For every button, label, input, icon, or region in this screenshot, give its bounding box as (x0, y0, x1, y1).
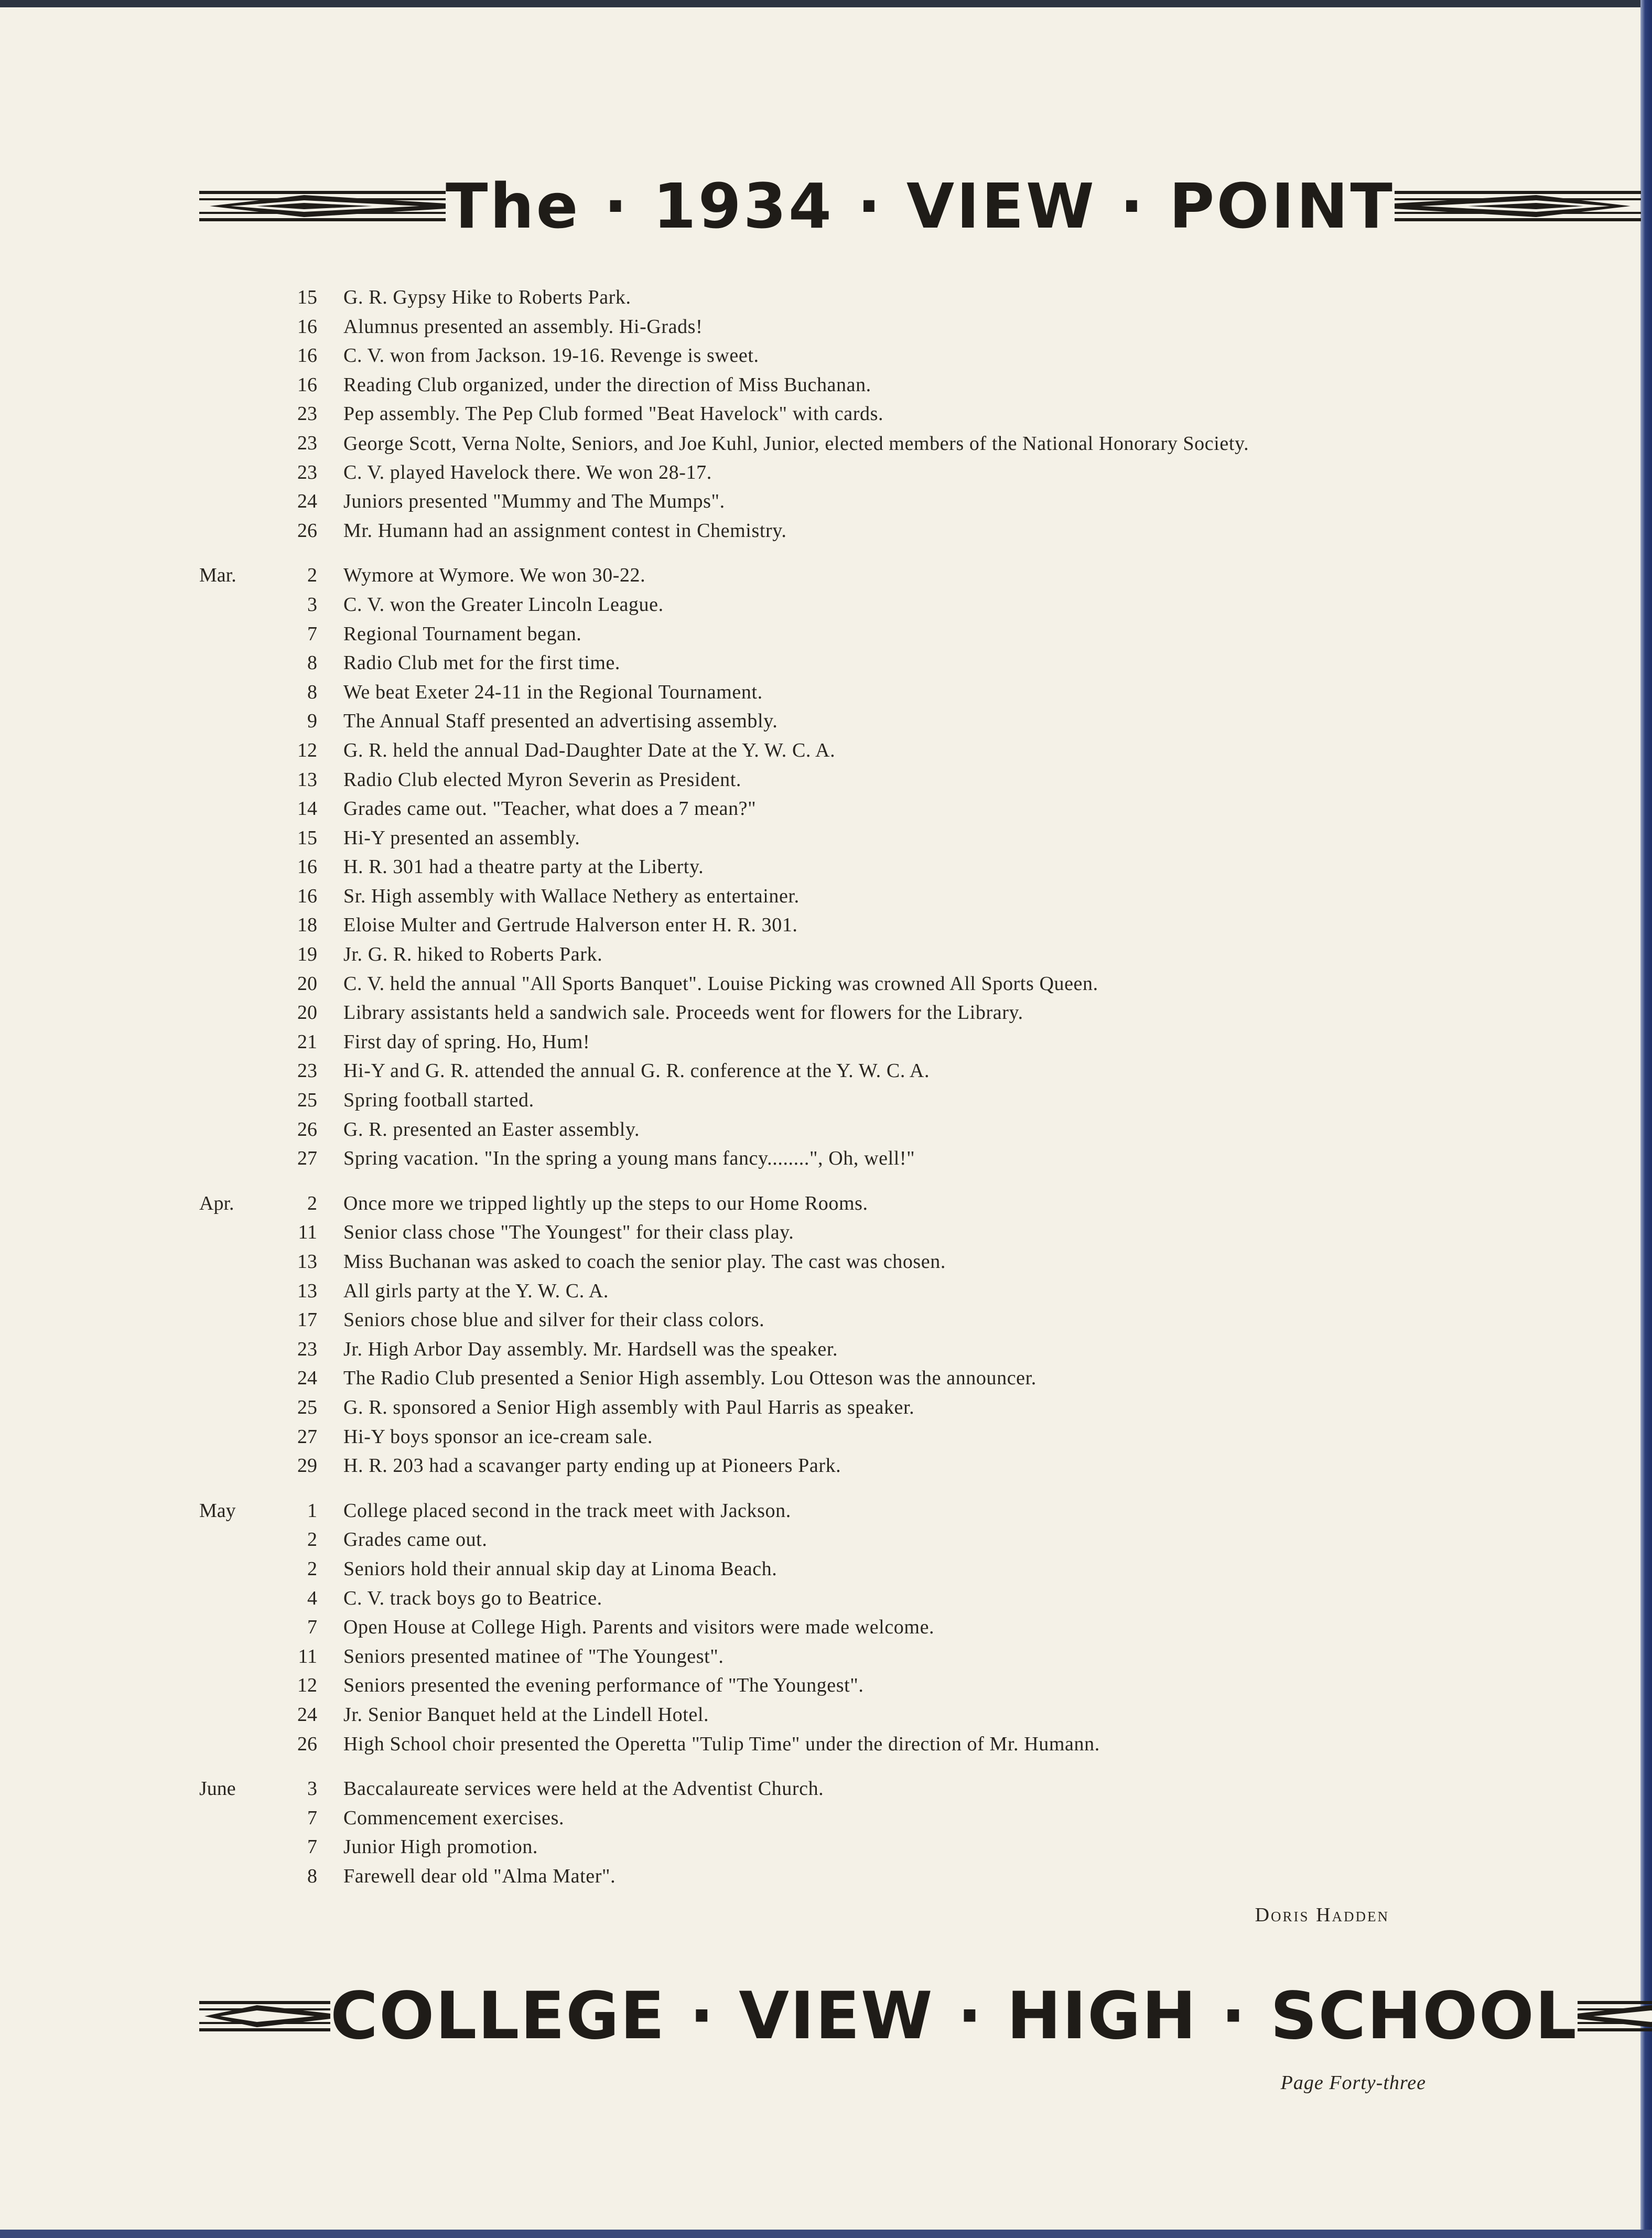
calendar-entry (199, 736, 1478, 766)
entry-day: 23 (297, 461, 317, 483)
month-label (199, 458, 252, 488)
entry-day: 2 (307, 1529, 317, 1551)
entry-day: 12 (297, 1674, 317, 1697)
entry-day: 16 (297, 373, 317, 396)
calendar-entry (199, 1671, 1478, 1701)
entry-text: G. R. sponsored a Senior High assembly with Paul Harris as speaker. (343, 1396, 915, 1418)
entry-day: 20 (297, 1002, 317, 1024)
entry-day: 14 (297, 798, 317, 820)
month-label (199, 1671, 252, 1701)
calendar-entry (199, 678, 1478, 707)
entry-text: Sr. High assembly with Wallace Nethery as entertainer. (343, 885, 800, 907)
entry-day: 8 (307, 652, 317, 674)
entry-day: 3 (307, 593, 317, 616)
calendar-entry (199, 911, 1478, 940)
entry-text: Grades came out. (343, 1529, 488, 1551)
month-label (199, 1701, 252, 1730)
calendar-entry (199, 1028, 1478, 1057)
entry-day: 23 (297, 1060, 317, 1082)
month-label (199, 1613, 252, 1642)
entry-text: Library assistants held a sandwich sale. Proceeds went for flowers for the Library. (343, 1002, 1023, 1024)
calendar-entry (199, 882, 1478, 911)
month-label (199, 1584, 252, 1613)
entry-day: 4 (307, 1587, 317, 1609)
calendar-entry (199, 1364, 1478, 1393)
month-block (199, 1497, 1478, 1759)
entry-text: High School choir presented the Operetta "Tulip Time" under the direction of Mr. Humann. (343, 1733, 1100, 1755)
entry-text: College placed second in the track meet with Jackson. (343, 1499, 791, 1522)
entry-day: 7 (307, 1806, 317, 1829)
month-label: May (199, 1499, 236, 1522)
entry-day: 23 (297, 403, 317, 425)
calendar-entry (199, 970, 1478, 999)
entry-day: 13 (297, 1279, 317, 1302)
entry-day: 11 (298, 1645, 317, 1667)
entry-text: C. V. won the Greater Lincoln League. (343, 593, 664, 616)
calendar-entry (199, 458, 1478, 488)
entry-day: 17 (297, 1309, 317, 1331)
entry-text: Open House at College High. Parents and visitors were made welcome. (343, 1616, 935, 1639)
calendar-entry (199, 1144, 1478, 1174)
entry-text: All girls party at the Y. W. C. A. (343, 1279, 609, 1302)
calendar-entry (199, 1115, 1478, 1145)
calendar-entry (199, 561, 1478, 590)
entry-text: C. V. won from Jackson. 19-16. Revenge is sweet. (343, 345, 759, 367)
calendar-entry (199, 794, 1478, 824)
calendar-entry (199, 1613, 1478, 1642)
page-number: Page Forty-three (1280, 2072, 1426, 2094)
entry-text: Mr. Humann had an assignment contest in Chemistry. (343, 519, 787, 542)
entry-text: G. R. presented an Easter assembly. (343, 1118, 640, 1140)
calendar-entry (199, 1584, 1478, 1613)
calendar-entry (199, 1057, 1478, 1086)
calendar-entry (199, 940, 1478, 970)
month-label (199, 1862, 252, 1891)
calendar-entry (199, 1189, 1478, 1219)
month-label: Apr. (199, 1192, 234, 1214)
calendar-entry (199, 1218, 1478, 1247)
entry-day: 27 (297, 1425, 317, 1448)
calendar-entry (199, 1701, 1478, 1730)
calendar-entry (199, 1393, 1478, 1423)
entry-text: The Radio Club presented a Senior High assembly. Lou Otteson was the announcer. (343, 1367, 1036, 1390)
calendar-entry (199, 766, 1478, 795)
month-label (199, 1218, 252, 1247)
page-top-edge (0, 0, 1652, 7)
entry-day: 15 (297, 826, 317, 849)
month-label (199, 766, 252, 795)
entry-text: G. R. Gypsy Hike to Roberts Park. (343, 286, 631, 308)
month-label (199, 400, 252, 429)
entry-day: 11 (298, 1221, 317, 1244)
entry-day: 2 (307, 1192, 317, 1214)
entry-day: 19 (297, 943, 317, 966)
month-label (199, 1555, 252, 1584)
entry-day: 24 (297, 1703, 317, 1726)
calendar-entry (199, 1525, 1478, 1555)
entry-day: 21 (297, 1030, 317, 1053)
month-label (199, 1364, 252, 1393)
entry-day: 13 (297, 768, 317, 791)
entry-day: 20 (297, 972, 317, 995)
calendar-entry (199, 590, 1478, 620)
month-label (199, 1423, 252, 1452)
entry-day: 3 (307, 1778, 317, 1800)
calendar-entry (199, 1451, 1478, 1481)
calendar-entry (199, 487, 1478, 517)
month-label (199, 911, 252, 940)
entry-text: Junior High promotion. (343, 1836, 538, 1858)
entry-text: Hi-Y boys sponsor an ice-cream sale. (343, 1425, 653, 1448)
calendar-entry (199, 649, 1478, 678)
calendar-entry (199, 341, 1478, 371)
entry-day: 15 (297, 286, 317, 308)
calendar-entry (199, 1804, 1478, 1833)
calendar-entry (199, 1086, 1478, 1115)
month-label (199, 1144, 252, 1174)
entry-day: 16 (297, 856, 317, 878)
calendar-entry (199, 1555, 1478, 1584)
entry-day: 12 (297, 739, 317, 761)
entry-day: 26 (297, 1733, 317, 1755)
entry-day: 13 (297, 1251, 317, 1273)
decorative-stripes-right-icon (1578, 1998, 1652, 2035)
entry-day: 29 (297, 1455, 317, 1477)
calendar-entry (199, 313, 1478, 342)
calendar-entry (199, 824, 1478, 853)
entry-day: 8 (307, 681, 317, 703)
calendar-entry (199, 1306, 1478, 1335)
entry-text: The Annual Staff presented an advertising assembly. (343, 710, 778, 733)
yearbook-title: The · 1934 · VIEW · POINT (446, 170, 1395, 242)
entry-day: 24 (297, 490, 317, 513)
month-label (199, 1525, 252, 1555)
calendar-entry (199, 620, 1478, 649)
entry-day: 23 (297, 1338, 317, 1360)
calendar-entry (199, 1497, 1478, 1526)
month-label (199, 590, 252, 620)
month-block (199, 1774, 1478, 1891)
month-label: Mar. (199, 564, 236, 587)
entry-text: Spring vacation. "In the spring a young mans fancy........", Oh, well!" (343, 1147, 915, 1170)
entry-day: 2 (307, 1557, 317, 1580)
entry-text: Radio Club elected Myron Severin as President. (343, 768, 741, 791)
month-label (199, 341, 252, 371)
entry-text: H. R. 301 had a theatre party at the Liberty. (343, 856, 704, 878)
month-label (199, 736, 252, 766)
month-label (199, 1115, 252, 1145)
entry-text: Once more we tripped lightly up the steps to our Home Rooms. (343, 1192, 868, 1214)
page-bottom-edge (0, 2230, 1652, 2238)
calendar-entry (199, 1730, 1478, 1759)
entry-text: Wymore at Wymore. We won 30-22. (343, 564, 646, 587)
calendar-entry (199, 1833, 1478, 1862)
entry-text: Pep assembly. The Pep Club formed "Beat Havelock" with cards. (343, 403, 884, 425)
month-label (199, 1277, 252, 1306)
calendar-entry (199, 1642, 1478, 1672)
month-label: June (199, 1778, 236, 1800)
entry-text: Baccalaureate services were held at the Adventist Church. (343, 1778, 824, 1800)
entry-text: Alumnus presented an assembly. Hi-Grads! (343, 315, 703, 338)
author-signature: Doris Hadden (1255, 1904, 1389, 1926)
entry-text: Regional Tournament began. (343, 622, 582, 645)
month-label (199, 1028, 252, 1057)
entry-text: H. R. 203 had a scavanger party ending up at Pioneers Park. (343, 1455, 841, 1477)
calendar-entry (199, 1247, 1478, 1277)
entry-day: 9 (307, 710, 317, 733)
entry-day: 18 (297, 914, 317, 937)
month-block (199, 283, 1478, 545)
book-binding-edge (1640, 0, 1652, 2238)
calendar-entry (199, 371, 1478, 400)
month-label (199, 882, 252, 911)
entry-text: Jr. G. R. hiked to Roberts Park. (343, 943, 603, 966)
month-label (199, 1057, 252, 1086)
entry-day: 1 (307, 1499, 317, 1522)
month-label (199, 487, 252, 517)
entry-text: Seniors chose blue and silver for their class colors. (343, 1309, 765, 1331)
calendar-entry (199, 998, 1478, 1028)
entry-text: C. V. held the annual "All Sports Banquet". Louise Picking was crowned All Sports Queen. (343, 972, 1098, 995)
entry-text: Juniors presented "Mummy and The Mumps". (343, 490, 725, 513)
month-block (199, 561, 1478, 1173)
entry-text: Miss Buchanan was asked to coach the senior play. The cast was chosen. (343, 1251, 946, 1273)
entry-text: Farewell dear old "Alma Mater". (343, 1865, 616, 1887)
month-label (199, 998, 252, 1028)
month-label (199, 1730, 252, 1759)
entry-text: C. V. track boys go to Beatrice. (343, 1587, 602, 1609)
entry-text: Eloise Multer and Gertrude Halverson enter H. R. 301. (343, 914, 798, 937)
entry-text: Grades came out. "Teacher, what does a 7 mean?" (343, 798, 757, 820)
month-label (199, 620, 252, 649)
entry-text: Commencement exercises. (343, 1806, 565, 1829)
entry-text: We beat Exeter 24-11 in the Regional Tournament. (343, 681, 763, 703)
entry-text: First day of spring. Ho, Hum! (343, 1030, 590, 1053)
entry-day: 26 (297, 1118, 317, 1140)
month-block (199, 1189, 1478, 1481)
entry-text: Jr. Senior Banquet held at the Lindell Hotel. (343, 1703, 709, 1726)
entry-text: Spring football started. (343, 1089, 534, 1112)
month-label (199, 1451, 252, 1481)
entry-text: C. V. played Havelock there. We won 28-17. (343, 461, 712, 483)
calendar-list (199, 283, 1478, 1907)
calendar-entry (199, 1335, 1478, 1364)
calendar-entry (199, 400, 1478, 429)
entry-text: Senior class chose "The Youngest" for their class play. (343, 1221, 794, 1244)
entry-text: Hi-Y presented an assembly. (343, 826, 580, 849)
month-label (199, 517, 252, 546)
entry-day: 27 (297, 1147, 317, 1170)
month-label (199, 940, 252, 970)
calendar-entry (199, 853, 1478, 882)
entry-day: 16 (297, 885, 317, 907)
month-label (199, 649, 252, 678)
entry-day: 25 (297, 1396, 317, 1418)
entry-day: 16 (297, 315, 317, 338)
entry-text: Seniors presented the evening performance of "The Youngest". (343, 1674, 864, 1697)
month-label (199, 313, 252, 342)
month-label (199, 1642, 252, 1672)
calendar-entry (199, 1423, 1478, 1452)
decorative-stripes-left-icon (199, 188, 446, 224)
calendar-entry (199, 1774, 1478, 1804)
calendar-entry (199, 283, 1478, 313)
month-label (199, 970, 252, 999)
calendar-entry (199, 429, 1478, 458)
month-label (199, 1804, 252, 1833)
entry-day: 26 (297, 519, 317, 542)
month-label (199, 1393, 252, 1423)
entry-text: Seniors presented matinee of "The Youngest". (343, 1645, 724, 1667)
month-label (199, 371, 252, 400)
entry-text: Hi-Y and G. R. attended the annual G. R. conference at the Y. W. C. A. (343, 1060, 930, 1082)
entry-day: 23 (297, 432, 317, 454)
entry-day: 7 (307, 1836, 317, 1858)
entry-day: 16 (297, 345, 317, 367)
calendar-entry (199, 517, 1478, 546)
entry-day: 8 (307, 1865, 317, 1887)
entry-text: Reading Club organized, under the direction of Miss Buchanan. (343, 373, 871, 396)
entry-text: Jr. High Arbor Day assembly. Mr. Hardsell was the speaker. (343, 1338, 838, 1360)
entry-day: 7 (307, 622, 317, 645)
month-label (199, 678, 252, 707)
month-label (199, 1247, 252, 1277)
entry-day: 7 (307, 1616, 317, 1639)
month-label (199, 824, 252, 853)
entry-text: Radio Club met for the first time. (343, 652, 621, 674)
decorative-stripes-left-icon (199, 1998, 330, 2035)
school-name: COLLEGE · VIEW · HIGH · SCHOOL (330, 1978, 1578, 2054)
header-banner (199, 167, 1426, 245)
decorative-stripes-right-icon (1395, 188, 1641, 224)
month-label (199, 1335, 252, 1364)
month-label (199, 1306, 252, 1335)
month-label (199, 429, 252, 458)
calendar-entry (199, 707, 1478, 736)
month-label (199, 283, 252, 313)
calendar-entry (199, 1277, 1478, 1306)
entry-day: 25 (297, 1089, 317, 1112)
footer-banner (199, 1977, 1578, 2056)
calendar-entry (199, 1862, 1478, 1891)
month-label (199, 1086, 252, 1115)
month-label (199, 853, 252, 882)
entry-text: G. R. held the annual Dad-Daughter Date at the Y. W. C. A. (343, 739, 836, 761)
month-label (199, 794, 252, 824)
entry-day: 2 (307, 564, 317, 587)
month-label (199, 1833, 252, 1862)
entry-text: Seniors hold their annual skip day at Linoma Beach. (343, 1557, 778, 1580)
month-label (199, 707, 252, 736)
entry-text: George Scott, Verna Nolte, Seniors, and Joe Kuhl, Junior, elected members of the National Honorary Society. (343, 432, 1249, 455)
entry-day: 24 (297, 1367, 317, 1390)
